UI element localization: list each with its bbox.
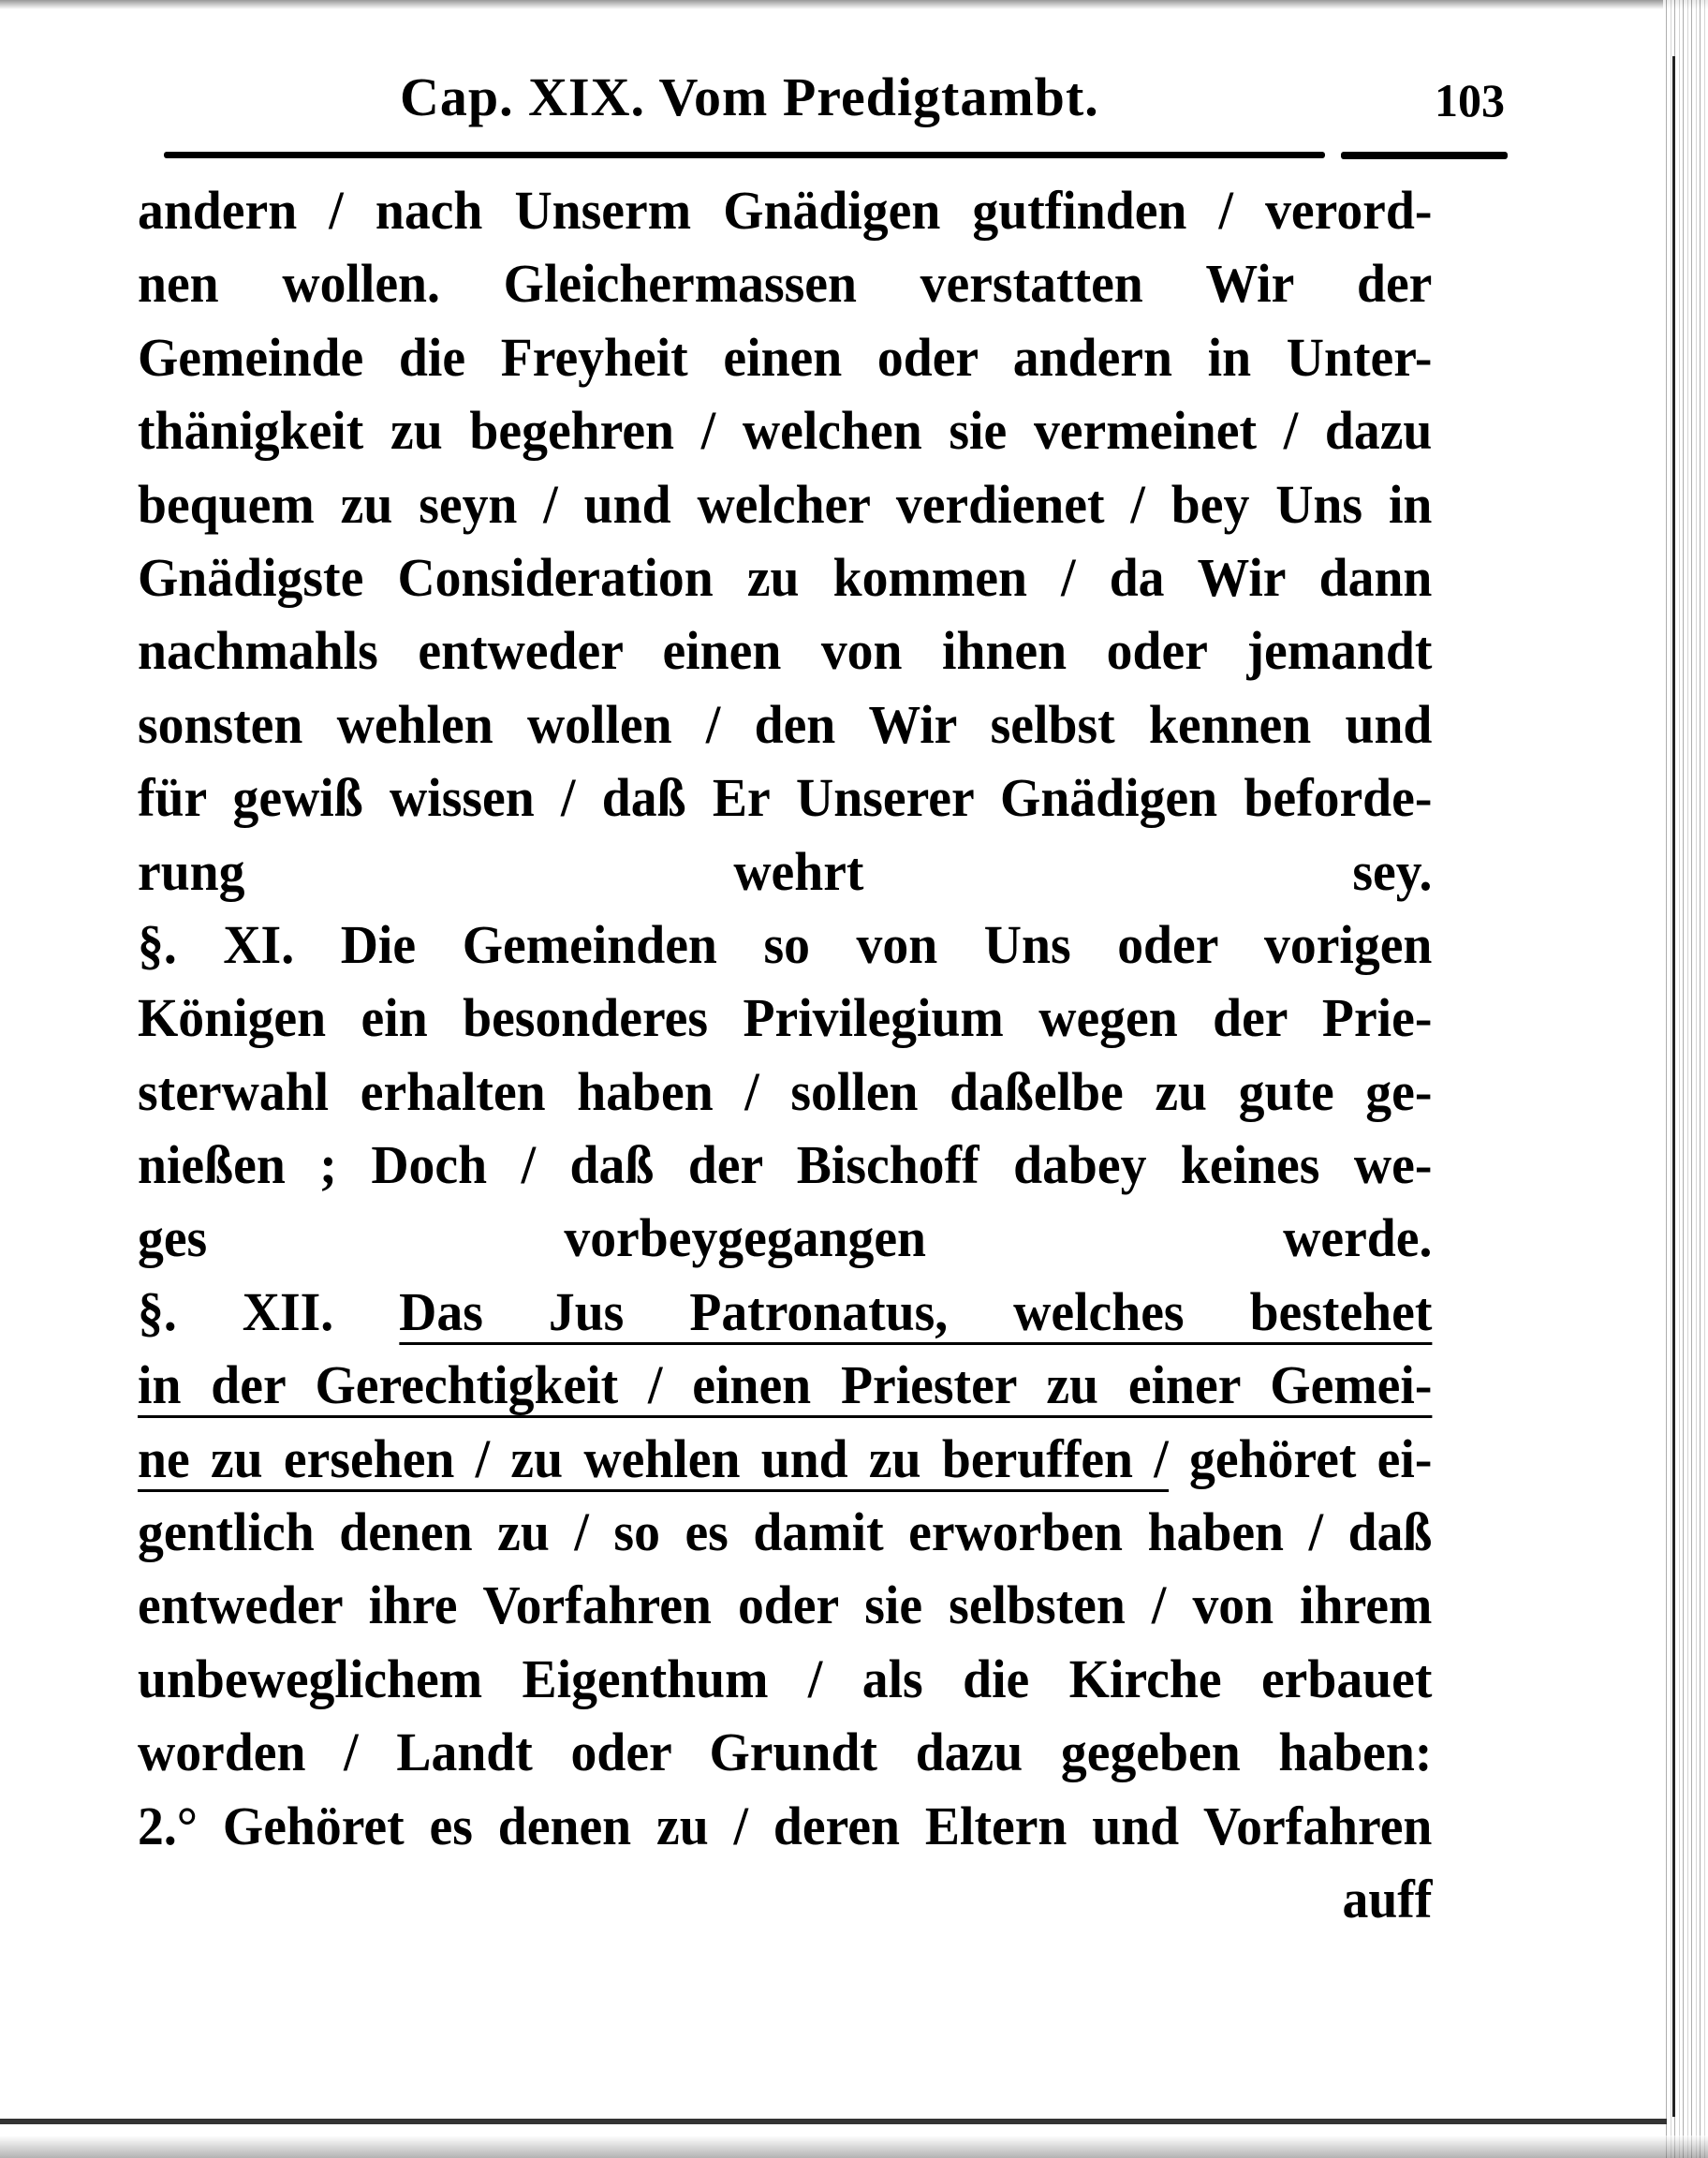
header-rule-right <box>1341 152 1508 159</box>
text-line <box>138 909 1432 982</box>
page-edge-line <box>1672 56 1675 2117</box>
text-line <box>138 982 1432 1055</box>
text-line <box>138 1202 1432 1275</box>
text-line <box>138 614 1432 687</box>
underlined-text: ne zu ersehen / zu wehlen und zu beruffen / <box>138 1428 1169 1492</box>
book-page-edge <box>1663 0 1708 2158</box>
text-segment: thänigkeit zu begehren / welchen sie vermeinet / dazu <box>138 400 1433 462</box>
text-segment: ges vorbeygegangen werde. <box>138 1207 1433 1269</box>
text-segment: unbeweglichem Eigenthum / als die Kirche erbauet <box>138 1648 1433 1709</box>
text-segment: Gnädigste Consideration zu kommen / da Wir dann <box>138 546 1433 608</box>
text-segment: Gemeinde die Freyheit einen oder andern in Unter- <box>138 326 1433 388</box>
text-line <box>138 174 1432 247</box>
text-segment: nachmahls entweder einen von ihnen oder jemandt <box>138 620 1433 682</box>
text-line <box>138 1276 1432 1349</box>
text-line <box>138 1129 1432 1202</box>
body-text <box>138 174 1486 1936</box>
text-segment: bequem zu seyn / und welcher verdienet / bey Uns in <box>138 473 1433 535</box>
text-line <box>138 394 1432 467</box>
text-segment: nen wollen. Gleichermassen verstatten Wir der <box>138 253 1433 315</box>
underlined-text: Das Jus Patronatus, welches bestehet <box>399 1281 1432 1345</box>
text-line <box>138 1056 1432 1129</box>
text-line <box>138 468 1432 541</box>
text-line <box>138 1716 1432 1789</box>
text-line <box>138 541 1432 614</box>
text-segment: auff <box>1342 1868 1433 1929</box>
text-segment: Königen ein besonderes Privilegium wegen der Prie- <box>138 987 1433 1049</box>
text-line <box>138 1349 1432 1422</box>
text-segment: rung wehrt sey. <box>138 840 1433 902</box>
chapter-title: Cap. XIX. Vom Predigtambt. <box>400 67 1099 127</box>
catchword <box>138 1863 1432 1936</box>
text-line <box>138 247 1432 320</box>
text-segment: 2.° Gehöret es denen zu / deren Eltern und Vorfahren <box>138 1795 1433 1856</box>
text-segment: sterwahl erhalten haben / sollen daßelbe zu gute ge- <box>138 1060 1433 1122</box>
text-segment: entweder ihre Vorfahren oder sie selbsten / von ihrem <box>138 1574 1433 1636</box>
text-segment: für gewiß wissen / daß Er Unserer Gnädigen beforde- <box>138 767 1433 829</box>
text-segment: §. XI. Die Gemeinden so von Uns oder vorigen <box>138 913 1433 975</box>
text-segment: §. XII. <box>138 1280 400 1342</box>
text-line <box>138 688 1432 761</box>
text-line <box>138 761 1432 835</box>
running-header <box>138 66 1505 140</box>
page-number: 103 <box>1435 74 1505 126</box>
header-rule <box>164 152 1325 158</box>
text-line <box>138 1423 1432 1496</box>
text-line <box>138 321 1432 394</box>
text-segment: sonsten wehlen wollen / den Wir selbst kennen und <box>138 693 1433 755</box>
text-line <box>138 1790 1432 1863</box>
text-line <box>138 1569 1432 1642</box>
text-segment: gentlich denen zu / so es damit erworben haben / daß <box>138 1501 1433 1563</box>
text-segment: gehöret ei- <box>1168 1427 1433 1489</box>
text-line <box>138 835 1432 909</box>
text-segment: andern / nach Unserm Gnädigen gutfinden / verord- <box>138 180 1433 241</box>
text-segment: nießen ; Doch / daß der Bischoff dabey keines we- <box>138 1134 1433 1196</box>
text-segment: worden / Landt oder Grundt dazu gegeben haben: <box>138 1722 1433 1783</box>
underlined-text: in der Gerechtigkeit / einen Priester zu einer Gemei- <box>138 1354 1432 1418</box>
text-line <box>138 1496 1432 1569</box>
scan-bottom-line <box>0 2119 1667 2124</box>
text-line <box>138 1643 1432 1716</box>
scan-bottom-edge <box>0 2136 1708 2158</box>
scan-top-edge <box>0 0 1708 9</box>
